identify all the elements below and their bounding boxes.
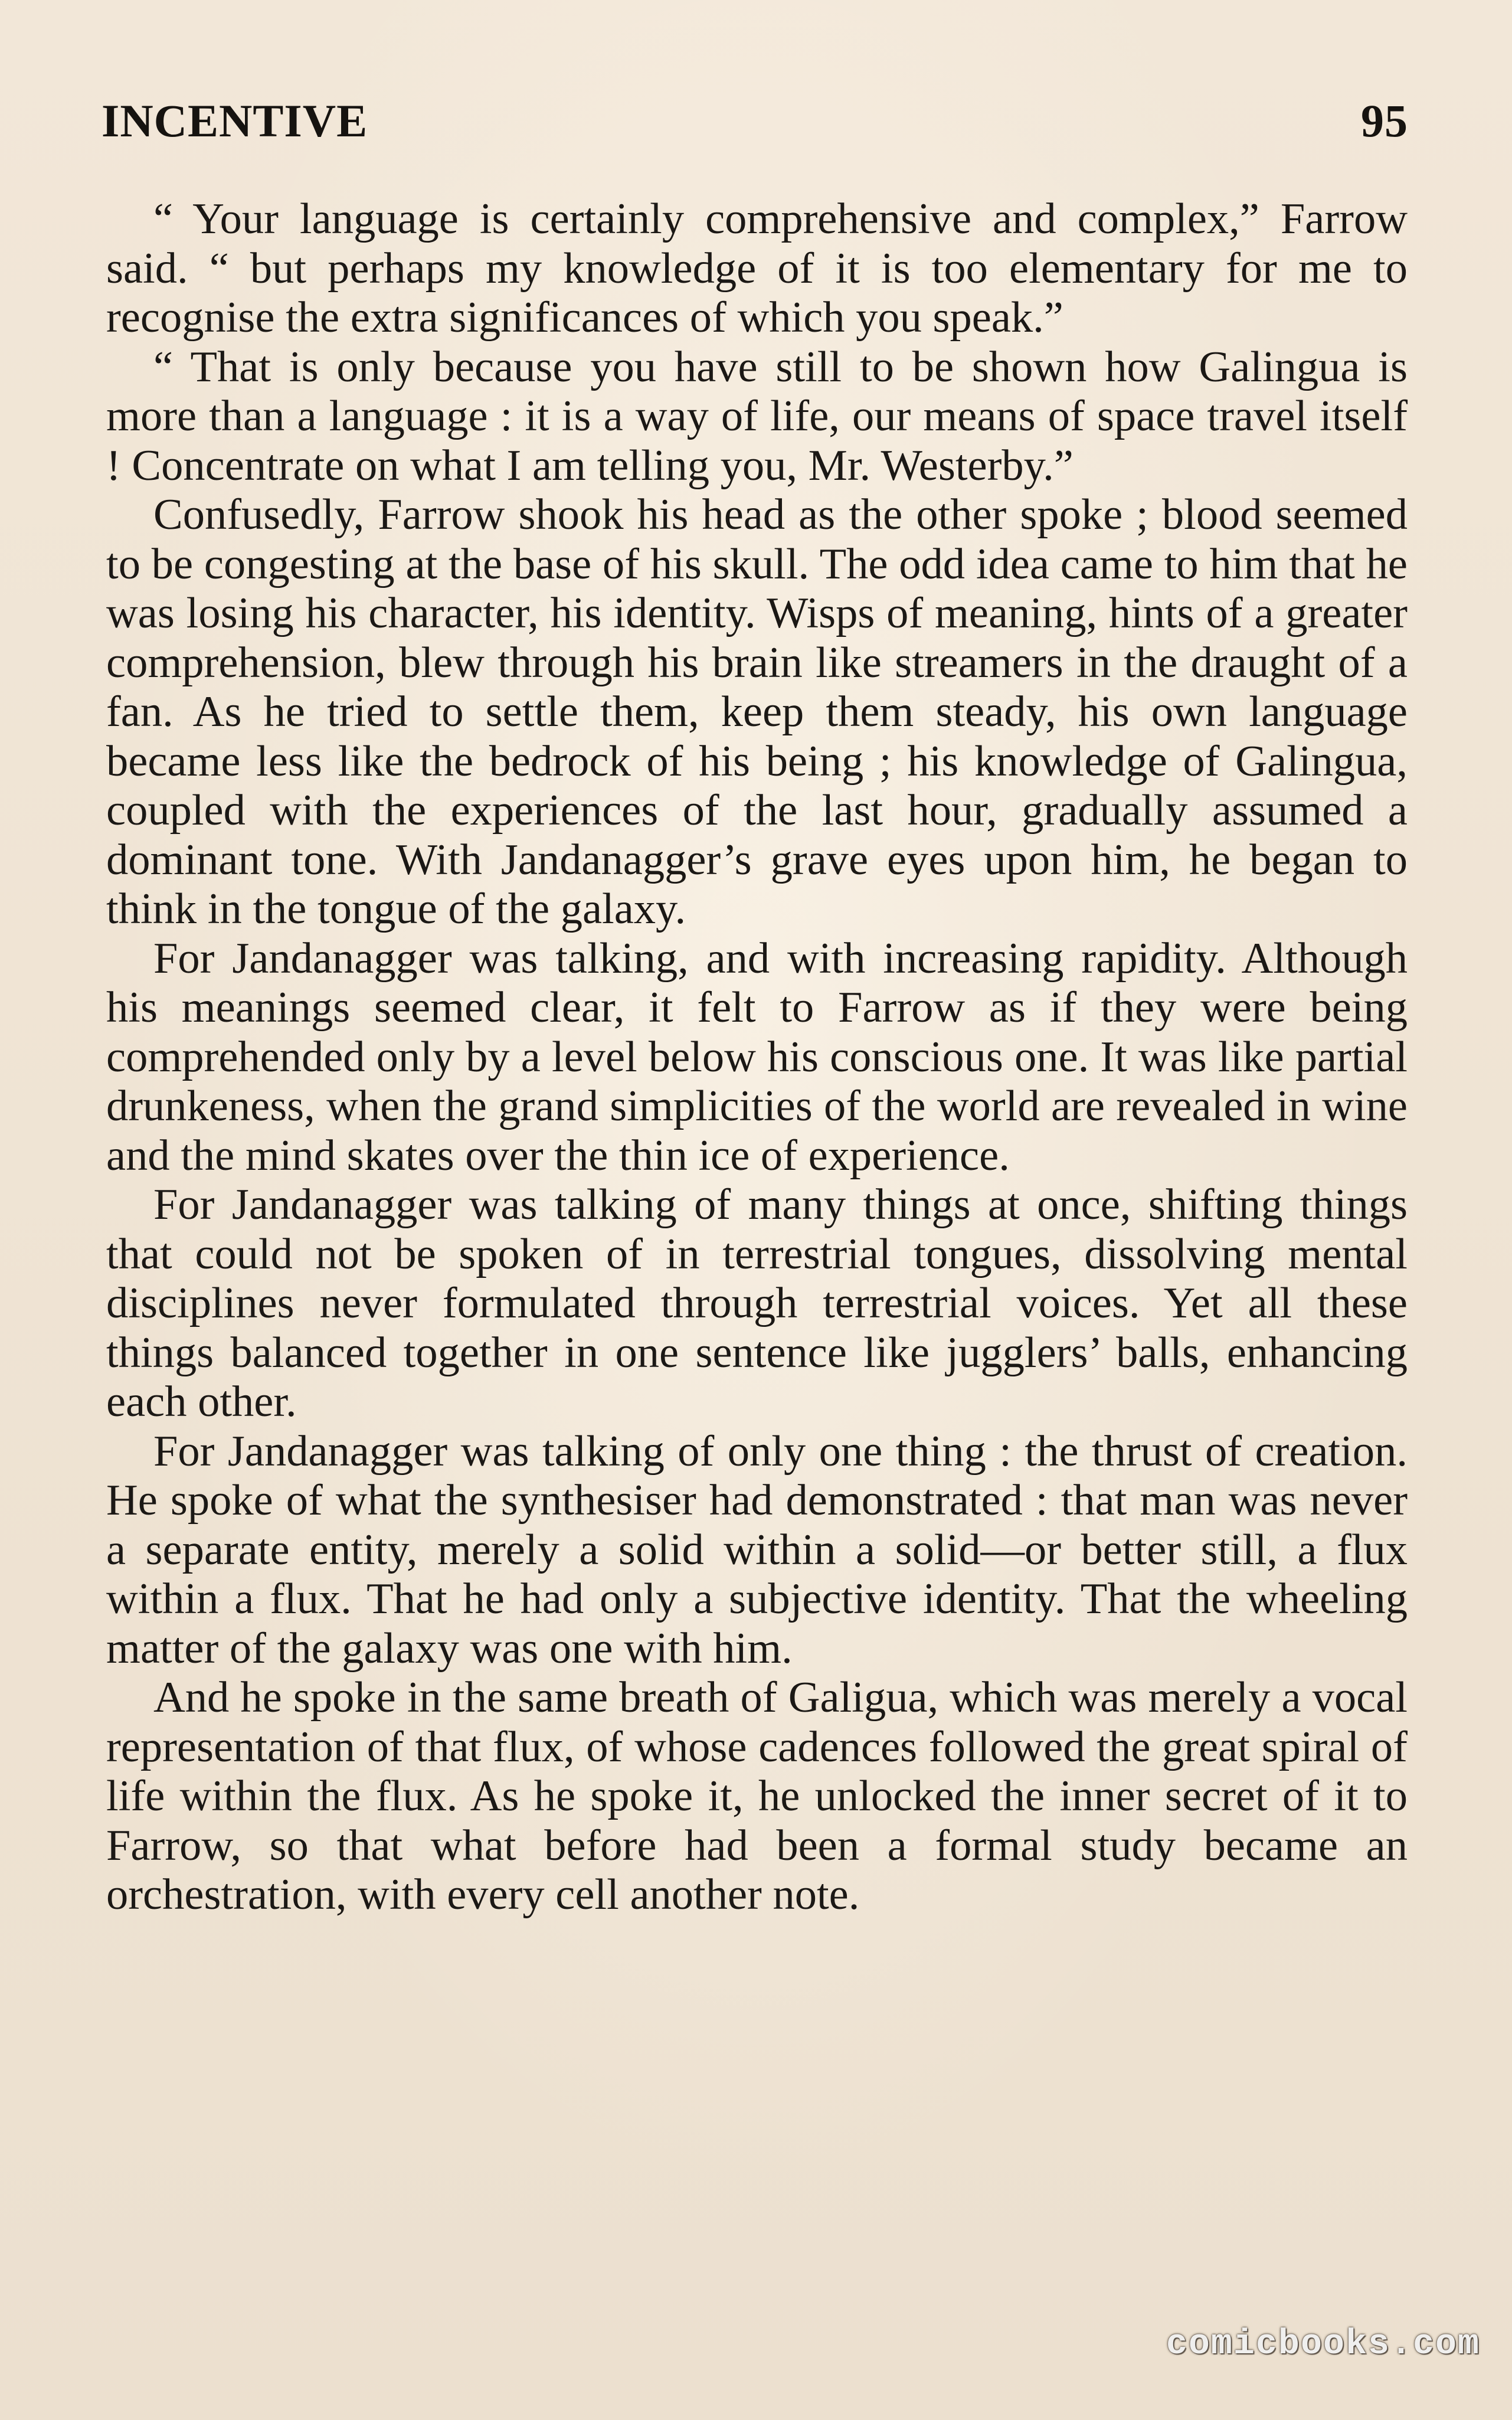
page-number: 95 [1361, 95, 1408, 146]
paragraph: For Jandanagger was talking of many things at once, shifting things that could not be spoken of in terrestrial tongues, dissolving mental disciplines never formulated through terrestrial voices. Yet all these things balanced together in one sentence like jugglers’ balls, enhancing each other. [106, 1180, 1408, 1426]
paragraph: And he spoke in the same breath of Galigua, which was merely a vocal representation of that flux, of whose cadences followed the great spiral of life within the flux. As he spoke it, he unlocked the inner secret of it to Farrow, so that what before had been a formal study became an orchestration, with every cell another note. [106, 1673, 1408, 1919]
paragraph: “ That is only because you have still to be shown how Galingua is more than a language : it is a way of life, our means of space travel itself ! Concentrate on what I am telling you, Mr. Westerby.” [106, 342, 1408, 490]
paragraph: For Jandanagger was talking, and with increasing rapidity. Although his meanings seemed clear, it felt to Farrow as if they were being comprehended only by a level below his conscious one. It was like partial drunkeness, when the grand simplicities of the world are revealed in wine and the mind skates over the thin ice of experience. [106, 934, 1408, 1180]
running-head [102, 94, 1408, 153]
body-text [106, 195, 1408, 1920]
paragraph: Confusedly, Farrow shook his head as the other spoke ; blood seemed to be congesting at the base of his skull. The odd idea came to him that he was losing his character, his identity. Wisps of meaning, hints of a greater comprehension, blew through his brain like streamers in the draught of a fan. As he tried to settle them, keep them steady, his own language became less like the bedrock of his being ; his knowledge of Galingua, coupled with the experiences of the last hour, gradually assumed a dominant tone. With Jandanagger’s grave eyes upon him, he began to think in the tongue of the galaxy. [106, 490, 1408, 933]
chapter-title: INCENTIVE [102, 95, 368, 146]
paragraph: “ Your language is certainly comprehensive and complex,” Farrow said. “ but perhaps my knowledge of it is too elementary for me to recognise the extra significances of which you speak.” [106, 195, 1408, 342]
paragraph: For Jandanagger was talking of only one thing : the thrust of creation. He spoke of what the synthesiser had demonstrated : that man was never a separate entity, merely a solid within a solid—or better still, a flux within a flux. That he had only a subjective identity. That the wheeling matter of the galaxy was one with him. [106, 1427, 1408, 1673]
watermark: comicbooks.com [1166, 2324, 1480, 2365]
